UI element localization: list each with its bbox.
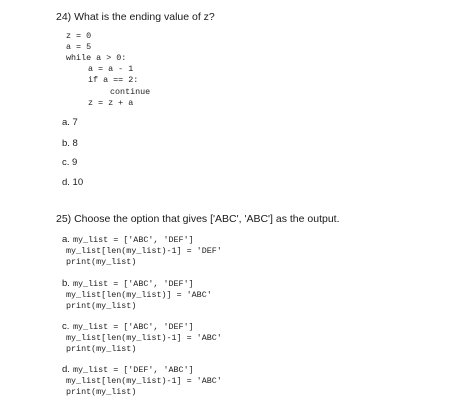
question-25-title: 25) Choose the option that gives ['ABC', 'ABC'] as the output.: [56, 213, 340, 225]
code-line: my_list = ['ABC', 'DEF']: [73, 322, 194, 332]
code-line: if a == 2:: [88, 75, 139, 85]
answer-option-a[interactable]: a. 7: [62, 117, 78, 128]
code-line: my_list = ['ABC', 'DEF']: [73, 235, 194, 245]
code-line: my_list[len(my_list)-1] = 'ABC': [66, 333, 222, 343]
code-line: my_list = ['ABC', 'DEF']: [73, 279, 194, 289]
code-line: my_list[len(my_list)-1] = 'DEF': [66, 246, 222, 256]
answer-option-d[interactable]: d. 10: [62, 177, 84, 188]
option-prefix: d.: [62, 364, 70, 375]
code-line: a = 5: [66, 42, 92, 52]
code-line: continue: [110, 87, 151, 97]
code-line: my_list[len(my_list)] = 'ABC': [66, 290, 212, 300]
question-24-title: 24) What is the ending value of z?: [56, 11, 215, 23]
code-line: print(my_list): [66, 387, 137, 397]
code-line: print(my_list): [66, 344, 137, 354]
code-line: z = 0: [66, 31, 92, 41]
code-line: my_list = ['DEF', 'ABC']: [73, 365, 194, 375]
code-line: print(my_list): [66, 301, 137, 311]
code-line: a = a - 1: [88, 64, 134, 74]
code-line: print(my_list): [66, 257, 137, 267]
answer-option-c[interactable]: c. 9: [62, 157, 78, 168]
option-prefix: a.: [62, 234, 70, 245]
answer-option-b[interactable]: b. 8: [62, 138, 78, 149]
code-line: z = z + a: [88, 98, 134, 108]
option-prefix: b.: [62, 278, 70, 289]
code-line: while a > 0:: [66, 53, 127, 63]
code-line: my_list[len(my_list)-1] = 'ABC': [66, 376, 222, 386]
option-prefix: c.: [62, 321, 70, 332]
